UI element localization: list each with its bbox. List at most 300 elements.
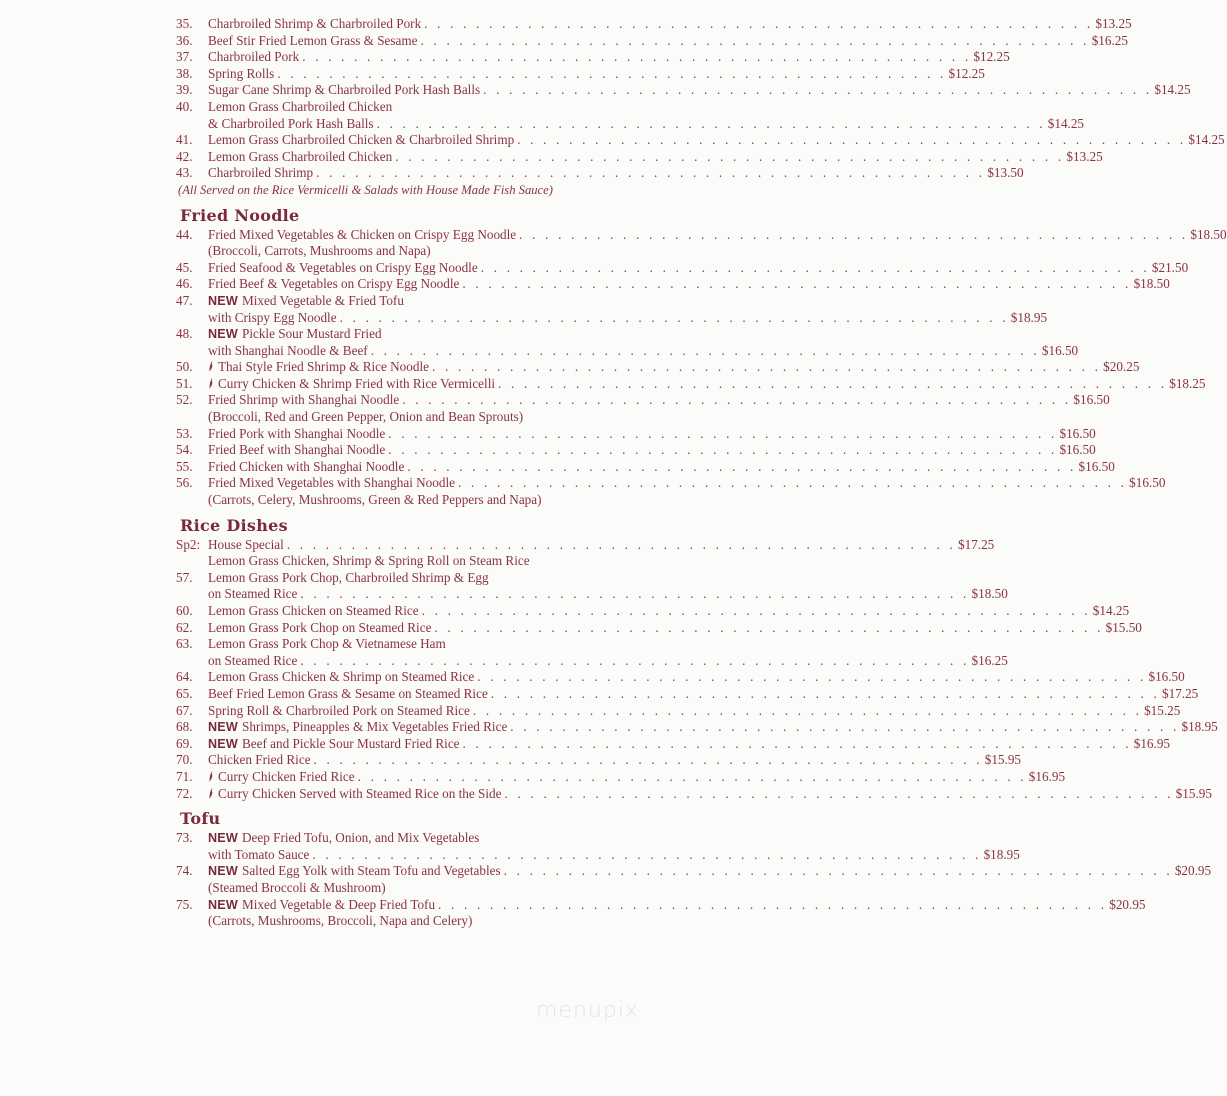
item-body <box>208 669 1185 686</box>
menu-item <box>176 752 1021 769</box>
item-number: 41. <box>176 132 193 148</box>
menu-item <box>176 636 650 653</box>
menu-item <box>176 669 1185 686</box>
item-body <box>208 148 1103 166</box>
item-name-continued: with Crispy Egg Noodle <box>208 309 337 325</box>
item-name: Mixed Vegetable & Fried Tofu <box>241 292 404 308</box>
menu-item <box>176 603 1130 620</box>
item-number: 43. <box>176 165 193 181</box>
item-number: 67. <box>176 702 193 718</box>
dot-leader: . . . . . . . . . . . . . . . . . . . . . . . . . . . . . . . . . . . . . . . . . . . . . . . . . . . . <box>420 32 1090 48</box>
item-number: 40. <box>176 98 193 114</box>
item-number: 73. <box>176 830 193 846</box>
item-price: $16.50 <box>1148 669 1185 685</box>
item-name-wrap <box>208 99 392 116</box>
chili-pepper-icon <box>208 360 214 371</box>
dot-leader: . . . . . . . . . . . . . . . . . . . . . . . . . . . . . . . . . . . . . . . . . . . . . . . . . . . . <box>388 442 1058 458</box>
item-number: 46. <box>176 276 193 292</box>
dot-leader: . . . . . . . . . . . . . . . . . . . . . . . . . . . . . . . . . . . . . . . . . . . . . . . . . . . . <box>490 685 1160 701</box>
item-body <box>208 359 1140 376</box>
item-name-wrap <box>208 736 460 753</box>
menu-item-continuation <box>176 342 1079 360</box>
new-badge: NEW <box>208 831 238 846</box>
item-name: Lemon Grass Chicken on Steamed Rice <box>208 603 419 618</box>
dot-leader: . . . . . . . . . . . . . . . . . . . . . . . . . . . . . . . . . . . . . . . . . . . . . . . . . . . . <box>504 785 1174 801</box>
item-number: 54. <box>176 442 193 458</box>
item-body <box>208 425 1096 443</box>
menu-section <box>176 16 1225 199</box>
item-price: $15.50 <box>1105 619 1142 635</box>
item-body <box>208 702 1181 720</box>
dot-leader: . . . . . . . . . . . . . . . . . . . . . . . . . . . . . . . . . . . . . . . . . . . . . . . . . . . . <box>503 863 1173 879</box>
item-price: $20.95 <box>1109 896 1146 912</box>
dot-leader: . . . . . . . . . . . . . . . . . . . . . . . . . . . . . . . . . . . . . . . . . . . . . . . . . . . . <box>376 115 1046 131</box>
item-number: 64. <box>176 669 193 685</box>
item-price: $15.25 <box>1144 702 1181 718</box>
item-name-wrap <box>208 603 419 620</box>
item-name-continued: & Charbroiled Pork Hash Balls <box>208 115 374 131</box>
item-number: 63. <box>176 636 193 652</box>
item-name: Charbroiled Pork <box>208 49 300 65</box>
dot-leader: . . . . . . . . . . . . . . . . . . . . . . . . . . . . . . . . . . . . . . . . . . . . . . . . . . . . <box>519 226 1189 242</box>
item-price: $13.50 <box>987 165 1024 181</box>
item-number: 72. <box>176 785 193 801</box>
item-name-wrap <box>208 276 459 293</box>
item-name-wrap <box>208 669 474 686</box>
item-price: $14.25 <box>1047 115 1085 131</box>
item-body <box>208 442 1096 459</box>
item-body <box>208 863 1212 880</box>
item-price: $16.95 <box>1028 768 1066 784</box>
item-name-wrap <box>208 570 489 587</box>
item-price: $12.25 <box>948 65 985 81</box>
menu-item <box>176 259 1189 277</box>
dot-leader: . . . . . . . . . . . . . . . . . . . . . . . . . . . . . . . . . . . . . . . . . . . . . . . . . . . . <box>477 669 1147 685</box>
item-price: $15.95 <box>1175 785 1212 801</box>
item-body <box>208 375 1206 393</box>
item-name: Lemon Grass Pork Chop on Steamed Rice <box>208 619 432 635</box>
item-body <box>208 458 1115 476</box>
new-badge: NEW <box>208 327 238 342</box>
item-body <box>208 735 1170 753</box>
dot-leader: . . . . . . . . . . . . . . . . . . . . . . . . . . . . . . . . . . . . . . . . . . . . . . . . . . . . <box>431 359 1102 375</box>
menu-item <box>176 735 1170 753</box>
item-body <box>208 326 650 343</box>
item-name: Fried Pork with Shanghai Noodle <box>208 425 386 441</box>
menu-item <box>176 65 985 83</box>
dot-leader: . . . . . . . . . . . . . . . . . . . . . . . . . . . . . . . . . . . . . . . . . . . . . . . . . . . . <box>438 896 1108 912</box>
item-price: $16.50 <box>1129 475 1166 491</box>
menu-item <box>176 49 1010 66</box>
item-number: 47. <box>176 292 193 308</box>
item-name-wrap <box>208 82 480 99</box>
menu-item-continuation <box>176 846 1020 864</box>
item-name-wrap <box>208 227 516 244</box>
item-number: 65. <box>176 685 193 701</box>
item-body <box>208 785 1212 803</box>
item-name-wrap <box>208 830 479 847</box>
item-description: (Broccoli, Carrots, Mushrooms and Napa) <box>208 243 431 259</box>
menu-item <box>176 785 1212 803</box>
dot-leader: . . . . . . . . . . . . . . . . . . . . . . . . . . . . . . . . . . . . . . . . . . . . . . . . . . . . <box>462 735 1132 751</box>
item-name: Fried Beef with Shanghai Noodle <box>208 442 386 458</box>
item-name: Curry Chicken Fried Rice <box>218 768 355 784</box>
menu-item <box>176 863 1212 880</box>
item-body <box>208 32 1128 50</box>
item-name-continued: on Steamed Rice <box>208 586 298 602</box>
item-name-wrap <box>208 49 299 66</box>
item-number: 75. <box>176 896 193 912</box>
item-body <box>208 115 1085 133</box>
menu-item-continuation <box>176 309 1048 327</box>
item-name-continued: on Steamed Rice <box>208 652 298 668</box>
item-price: $13.25 <box>1095 16 1132 31</box>
item-body <box>208 309 1048 327</box>
item-number: 70. <box>176 752 193 768</box>
menu-section <box>176 205 1227 509</box>
menu-item <box>176 896 1146 914</box>
menu-item <box>176 375 1206 393</box>
item-name-wrap <box>208 769 355 786</box>
item-name: Beef Fried Lemon Grass & Sesame on Steamed Rice <box>208 685 488 701</box>
item-name-wrap <box>208 636 446 653</box>
new-badge: NEW <box>208 897 238 912</box>
item-price: $14.25 <box>1092 603 1130 618</box>
item-body <box>208 830 650 847</box>
section-heading: Fried Noodle <box>180 205 300 225</box>
dot-leader: . . . . . . . . . . . . . . . . . . . . . . . . . . . . . . . . . . . . . . . . . . . . . . . . . . . . <box>388 425 1058 441</box>
item-name-wrap <box>208 426 385 443</box>
menu-item-continuation <box>176 652 1008 670</box>
item-number: 48. <box>176 326 193 342</box>
item-number: 35. <box>176 16 193 31</box>
item-name-wrap <box>208 260 478 277</box>
dot-leader: . . . . . . . . . . . . . . . . . . . . . . . . . . . . . . . . . . . . . . . . . . . . . . . . . . . . <box>483 82 1153 98</box>
item-name-wrap <box>208 165 313 182</box>
dot-leader: . . . . . . . . . . . . . . . . . . . . . . . . . . . . . . . . . . . . . . . . . . . . . . . . . . . . <box>434 619 1104 635</box>
menu-item <box>176 99 650 116</box>
item-number: 71. <box>176 768 193 784</box>
menu-item <box>176 458 1115 476</box>
new-badge: NEW <box>208 720 238 735</box>
menu-item <box>176 16 1132 33</box>
item-number: 51. <box>176 375 193 391</box>
menu-section <box>176 515 1218 803</box>
item-name: Fried Chicken with Shanghai Noodle <box>208 458 405 474</box>
item-name-wrap <box>208 16 421 33</box>
item-number: 36. <box>176 32 193 48</box>
item-number: 44. <box>176 226 193 242</box>
item-name: Fried Seafood & Vegetables on Crispy Egg Noodle <box>208 259 478 275</box>
item-price: $18.50 <box>1133 276 1170 292</box>
item-name-continued: with Tomato Sauce <box>208 846 310 862</box>
dot-leader: . . . . . . . . . . . . . . . . . . . . . . . . . . . . . . . . . . . . . . . . . . . . . . . . . . . . <box>472 702 1143 718</box>
item-name: Lemon Grass Chicken & Shrimp on Steamed Rice <box>208 669 475 685</box>
item-price: $16.50 <box>1078 458 1115 474</box>
item-price: $16.25 <box>971 652 1008 668</box>
item-name-wrap <box>208 537 284 554</box>
item-body <box>208 392 1110 409</box>
menu-item <box>176 82 1191 99</box>
menu-item <box>176 475 1166 492</box>
item-price: $16.25 <box>1091 32 1128 48</box>
menu-item <box>176 276 1170 293</box>
item-price: $14.25 <box>1188 132 1225 148</box>
item-number: 39. <box>176 82 193 98</box>
item-price: $20.95 <box>1174 863 1212 879</box>
item-name: House Special <box>208 536 284 552</box>
item-number: 52. <box>176 392 193 408</box>
item-body <box>208 49 1010 66</box>
new-badge: NEW <box>208 736 238 751</box>
menu-item <box>176 570 650 587</box>
item-number: 74. <box>176 863 193 879</box>
menu-item <box>176 32 1128 50</box>
item-price: $16.50 <box>1059 425 1096 441</box>
dot-leader: . . . . . . . . . . . . . . . . . . . . . . . . . . . . . . . . . . . . . . . . . . . . . . . . . . . . <box>316 165 986 181</box>
new-badge: NEW <box>208 293 238 308</box>
menu-item <box>176 165 1024 182</box>
item-name-wrap <box>208 786 501 803</box>
item-price: $16.95 <box>1133 735 1170 751</box>
item-name: Charbroiled Shrimp <box>208 165 314 181</box>
item-body <box>208 603 1130 620</box>
dot-leader: . . . . . . . . . . . . . . . . . . . . . . . . . . . . . . . . . . . . . . . . . . . . . . . . . . . . <box>313 752 983 768</box>
item-name-wrap <box>208 686 488 703</box>
item-name: Beef Stir Fried Lemon Grass & Sesame <box>208 32 418 48</box>
chili-pepper-icon <box>208 770 214 781</box>
menu-item <box>176 719 1218 736</box>
item-body <box>208 586 1008 603</box>
item-name-wrap <box>208 863 501 880</box>
item-body <box>208 652 1008 670</box>
item-number: 42. <box>176 148 193 164</box>
item-description: (Carrots, Mushrooms, Broccoli, Napa and Celery) <box>208 913 473 929</box>
item-price: $21.50 <box>1151 259 1189 275</box>
menu-item <box>176 702 1181 720</box>
item-name-wrap <box>208 703 470 720</box>
item-number: 37. <box>176 49 193 65</box>
item-name: Pickle Sour Mustard Fried <box>241 326 382 342</box>
item-body <box>208 846 1020 864</box>
item-name-wrap <box>208 132 514 149</box>
item-body <box>208 259 1189 277</box>
menu-item <box>176 619 1142 637</box>
item-body <box>208 342 1079 360</box>
item-price: $18.50 <box>971 586 1008 602</box>
item-name: Spring Roll & Charbroiled Pork on Steamed Rice <box>208 702 470 718</box>
menu-item <box>176 768 1066 786</box>
menu-item <box>176 425 1096 443</box>
item-name: Charbroiled Shrimp & Charbroiled Pork <box>208 16 422 31</box>
menu-item <box>176 326 650 343</box>
item-body <box>208 896 1146 914</box>
item-name: Lemon Grass Charbroiled Chicken <box>208 148 393 164</box>
item-number: Sp2: <box>176 536 201 552</box>
item-name: Chicken Fried Rice <box>208 752 311 768</box>
chili-pepper-icon <box>208 377 214 388</box>
item-name: Beef and Pickle Sour Mustard Fried Rice <box>241 735 460 751</box>
item-name-wrap <box>208 719 507 736</box>
item-price: $16.50 <box>1059 442 1096 458</box>
dot-leader: . . . . . . . . . . . . . . . . . . . . . . . . . . . . . . . . . . . . . . . . . . . . . . . . . . . . <box>300 586 970 602</box>
menu-item <box>176 830 650 847</box>
menu-item <box>176 392 1110 409</box>
item-body <box>208 475 1166 492</box>
item-body <box>208 619 1142 637</box>
item-price: $17.25 <box>958 536 995 552</box>
item-price: $18.95 <box>1010 309 1048 325</box>
item-name: Fried Shrimp with Shanghai Noodle <box>208 392 400 408</box>
item-body <box>208 293 650 310</box>
item-price: $15.95 <box>984 752 1021 768</box>
item-body <box>208 570 650 587</box>
item-description: (Steamed Broccoli & Mushroom) <box>208 879 386 895</box>
menu-item <box>176 293 650 310</box>
dot-leader: . . . . . . . . . . . . . . . . . . . . . . . . . . . . . . . . . . . . . . . . . . . . . . . . . . . . <box>421 603 1091 618</box>
item-name: Deep Fried Tofu, Onion, and Mix Vegetables <box>241 830 480 846</box>
dot-leader: . . . . . . . . . . . . . . . . . . . . . . . . . . . . . . . . . . . . . . . . . . . . . . . . . . . . <box>424 16 1094 31</box>
menu-item <box>176 536 995 554</box>
section-heading: Tofu <box>180 809 221 829</box>
item-price: $20.25 <box>1103 359 1140 375</box>
item-number: 62. <box>176 619 193 635</box>
item-number: 60. <box>176 603 193 618</box>
item-name-wrap <box>208 326 382 343</box>
item-name: Lemon Grass Charbroiled Chicken & Charbroiled Shrimp <box>208 132 515 148</box>
item-body <box>208 636 650 653</box>
new-badge: NEW <box>208 864 238 879</box>
item-name-wrap <box>208 33 418 50</box>
item-number: 50. <box>176 359 193 375</box>
dot-leader: . . . . . . . . . . . . . . . . . . . . . . . . . . . . . . . . . . . . . . . . . . . . . . . . . . . . <box>462 276 1132 292</box>
item-price: $14.25 <box>1154 82 1191 98</box>
item-number: 53. <box>176 425 193 441</box>
item-number: 55. <box>176 458 193 474</box>
section-note: (All Served on the Rice Vermicelli & Salads with House Made Fish Sauce) <box>178 182 553 197</box>
dot-leader: . . . . . . . . . . . . . . . . . . . . . . . . . . . . . . . . . . . . . . . . . . . . . . . . . . . . <box>517 132 1187 148</box>
item-body <box>208 165 1024 182</box>
item-name-wrap <box>208 475 455 492</box>
item-name: Thai Style Fried Shrimp & Rice Noodle <box>218 359 429 375</box>
item-name: Spring Rolls <box>208 65 275 81</box>
dot-leader: . . . . . . . . . . . . . . . . . . . . . . . . . . . . . . . . . . . . . . . . . . . . . . . . . . . . <box>300 652 970 668</box>
item-name: Salted Egg Yolk with Steam Tofu and Vegetables <box>241 863 501 879</box>
item-body <box>208 685 1199 703</box>
item-body <box>208 752 1021 769</box>
item-price: $13.25 <box>1066 148 1103 164</box>
item-name: Fried Mixed Vegetables & Chicken on Crispy Egg Noodle <box>208 226 517 242</box>
item-price: $16.50 <box>1073 392 1110 408</box>
item-number: 68. <box>176 719 193 735</box>
item-name-wrap <box>208 359 429 376</box>
item-price: $16.50 <box>1041 342 1079 358</box>
item-name: Lemon Grass Pork Chop & Vietnamese Ham <box>208 636 446 652</box>
dot-leader: . . . . . . . . . . . . . . . . . . . . . . . . . . . . . . . . . . . . . . . . . . . . . . . . . . . . <box>302 49 972 65</box>
item-name-wrap <box>208 620 431 637</box>
dot-leader: . . . . . . . . . . . . . . . . . . . . . . . . . . . . . . . . . . . . . . . . . . . . . . . . . . . . <box>357 768 1027 784</box>
menu-item <box>176 132 1225 149</box>
item-name-wrap <box>208 442 385 459</box>
item-name-wrap <box>208 66 274 83</box>
menu-item <box>176 685 1199 703</box>
item-body <box>208 16 1132 33</box>
item-body <box>208 226 1227 244</box>
watermark: menupix <box>536 998 639 1023</box>
item-name: Lemon Grass Pork Chop, Charbroiled Shrimp & Egg <box>208 569 489 585</box>
item-price: $18.95 <box>983 846 1020 862</box>
item-price: $12.25 <box>973 49 1010 65</box>
item-name: Fried Beef & Vegetables on Crispy Egg Noodle <box>208 276 460 292</box>
menu-item-continuation <box>176 115 1085 133</box>
item-name: Curry Chicken Served with Steamed Rice on the Side <box>218 785 502 801</box>
item-name-wrap <box>208 293 404 310</box>
item-body <box>208 99 650 116</box>
menu-section <box>176 809 1212 930</box>
item-price: $17.25 <box>1161 685 1199 701</box>
menu-item-continuation <box>176 586 1008 603</box>
item-name-wrap <box>208 752 311 769</box>
item-description: (Broccoli, Red and Green Pepper, Onion and Bean Sprouts) <box>208 409 524 425</box>
item-name: Shrimps, Pineapples & Mix Vegetables Fried Rice <box>241 719 508 735</box>
item-name-wrap <box>208 149 392 166</box>
dot-leader: . . . . . . . . . . . . . . . . . . . . . . . . . . . . . . . . . . . . . . . . . . . . . . . . . . . . <box>370 342 1040 358</box>
dot-leader: . . . . . . . . . . . . . . . . . . . . . . . . . . . . . . . . . . . . . . . . . . . . . . . . . . . . <box>339 309 1009 325</box>
item-number: 69. <box>176 735 193 751</box>
menu-item <box>176 359 1140 376</box>
dot-leader: . . . . . . . . . . . . . . . . . . . . . . . . . . . . . . . . . . . . . . . . . . . . . . . . . . . . <box>457 475 1128 491</box>
item-body <box>208 132 1225 149</box>
item-name-wrap <box>208 376 495 393</box>
item-name: Sugar Cane Shrimp & Charbroiled Pork Hash Balls <box>208 82 481 98</box>
item-name: Lemon Grass Charbroiled Chicken <box>208 98 393 114</box>
item-price: $18.25 <box>1169 375 1206 391</box>
chili-pepper-icon <box>208 787 214 798</box>
item-price: $18.50 <box>1190 226 1227 242</box>
dot-leader: . . . . . . . . . . . . . . . . . . . . . . . . . . . . . . . . . . . . . . . . . . . . . . . . . . . . <box>286 536 956 552</box>
dot-leader: . . . . . . . . . . . . . . . . . . . . . . . . . . . . . . . . . . . . . . . . . . . . . . . . . . . . <box>510 719 1180 735</box>
dot-leader: . . . . . . . . . . . . . . . . . . . . . . . . . . . . . . . . . . . . . . . . . . . . . . . . . . . . <box>395 148 1065 164</box>
dot-leader: . . . . . . . . . . . . . . . . . . . . . . . . . . . . . . . . . . . . . . . . . . . . . . . . . . . . <box>498 375 1168 391</box>
item-body <box>208 65 985 83</box>
dot-leader: . . . . . . . . . . . . . . . . . . . . . . . . . . . . . . . . . . . . . . . . . . . . . . . . . . . . <box>312 846 982 862</box>
item-number: 45. <box>176 259 193 275</box>
item-name: Mixed Vegetable & Deep Fried Tofu <box>241 896 436 912</box>
item-name: Fried Mixed Vegetables with Shanghai Noodle <box>208 475 455 491</box>
menu-column <box>176 16 1227 930</box>
item-body <box>208 536 995 554</box>
item-name: Curry Chicken & Shrimp Fried with Rice Vermicelli <box>218 375 496 391</box>
item-body <box>208 768 1066 786</box>
dot-leader: . . . . . . . . . . . . . . . . . . . . . . . . . . . . . . . . . . . . . . . . . . . . . . . . . . . . <box>480 259 1150 275</box>
menu-item <box>176 148 1103 166</box>
item-description: (Carrots, Celery, Mushrooms, Green & Red Peppers and Napa) <box>208 492 542 508</box>
dot-leader: . . . . . . . . . . . . . . . . . . . . . . . . . . . . . . . . . . . . . . . . . . . . . . . . . . . . <box>402 392 1072 408</box>
item-name-wrap <box>208 459 404 476</box>
item-name-wrap <box>208 897 435 914</box>
dot-leader: . . . . . . . . . . . . . . . . . . . . . . . . . . . . . . . . . . . . . . . . . . . . . . . . . . . . <box>277 65 947 81</box>
item-body <box>208 276 1170 293</box>
item-body <box>208 719 1218 736</box>
item-number: 38. <box>176 65 193 81</box>
item-name-continued: with Shanghai Noodle & Beef <box>208 342 368 358</box>
item-name-wrap <box>208 392 399 409</box>
item-price: $18.95 <box>1181 719 1218 735</box>
dot-leader: . . . . . . . . . . . . . . . . . . . . . . . . . . . . . . . . . . . . . . . . . . . . . . . . . . . . <box>407 458 1077 474</box>
menu-item <box>176 442 1096 459</box>
item-number: 57. <box>176 569 193 585</box>
item-number: 56. <box>176 475 193 491</box>
